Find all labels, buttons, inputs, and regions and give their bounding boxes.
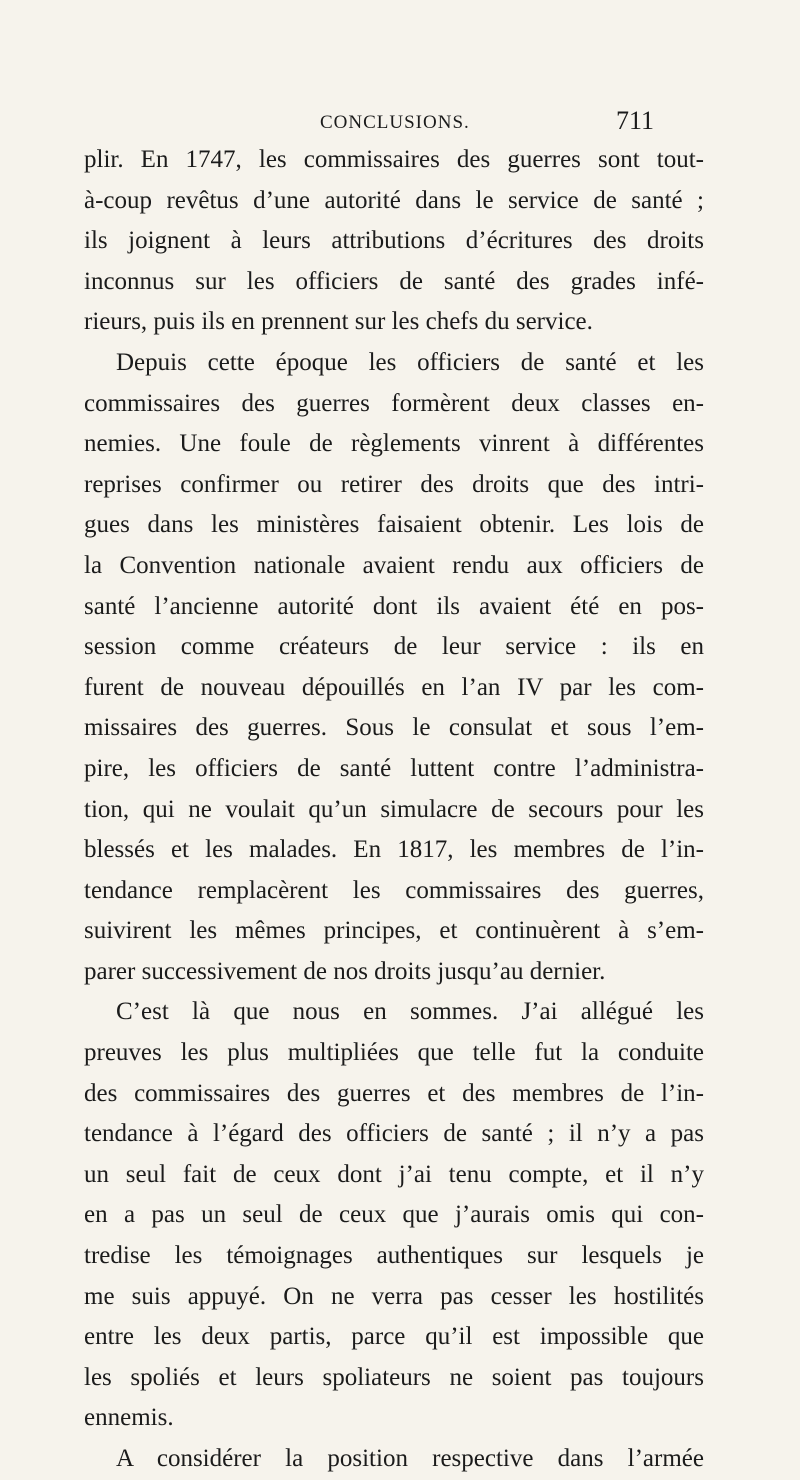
text-line: les spoliés et leurs spoliateurs ne soient pas toujours bbox=[84, 1363, 704, 1391]
page-number: 711 bbox=[616, 106, 655, 135]
text-line: tredise les témoignages authentiques sur lesquels je bbox=[84, 1242, 704, 1270]
text-line: me suis appuyé. On ne verra pas cesser les hostilités bbox=[84, 1282, 704, 1310]
text-line: session comme créateurs de leur service : ils en bbox=[84, 633, 704, 661]
text-line: preuves les plus multipliées que telle fut la conduite bbox=[84, 1039, 704, 1067]
text-line: tendance à l’égard des officiers de santé ; il n’y a pas bbox=[84, 1120, 704, 1148]
text-line: reprises confirmer ou retirer des droits que des intri- bbox=[84, 470, 704, 498]
text-line: ennemis. bbox=[84, 1404, 174, 1432]
text-line: A considérer la position respective dans l’armée bbox=[116, 1445, 704, 1472]
text-line: des commissaires des guerres et des membres de l’in- bbox=[84, 1079, 704, 1107]
text-line: inconnus sur les officiers de santé des grades infé- bbox=[84, 267, 704, 295]
text-line: entre les deux partis, parce qu’il est impossible que bbox=[84, 1323, 704, 1351]
text-line: tendance remplacèrent les commissaires des guerres, bbox=[84, 876, 704, 904]
text-line: la Convention nationale avaient rendu aux officiers de bbox=[84, 551, 704, 579]
running-title: CONCLUSIONS. bbox=[320, 112, 470, 133]
text-line: plir. En 1747, les commissaires des guerres sont tout- bbox=[84, 146, 704, 173]
text-line: commissaires des guerres formèrent deux classes en- bbox=[84, 389, 704, 417]
text-line: rieurs, puis ils en prennent sur les chefs du service. bbox=[84, 308, 593, 336]
text-line: nemies. Une foule de règlements vinrent à différentes bbox=[84, 430, 704, 458]
text-line: un seul fait de ceux dont j’ai tenu compte, et il n’y bbox=[84, 1160, 704, 1188]
text-line: ils joignent à leurs attributions d’écritures des droits bbox=[84, 227, 704, 255]
text-line: gues dans les ministères faisaient obtenir. Les lois de bbox=[84, 511, 704, 539]
running-head bbox=[0, 106, 800, 142]
text-line: furent de nouveau dépouillés en l’an IV par les com- bbox=[84, 673, 704, 701]
text-line: pire, les officiers de santé luttent contre l’administra- bbox=[84, 754, 704, 782]
text-line: à-coup revêtus d’une autorité dans le service de santé ; bbox=[84, 186, 704, 214]
text-line: tion, qui ne voulait qu’un simulacre de secours pour les bbox=[84, 795, 704, 823]
body-text bbox=[84, 140, 704, 1480]
text-line: blessés et les malades. En 1817, les membres de l’in- bbox=[84, 836, 704, 864]
text-line: C’est là que nous en sommes. J’ai allégué les bbox=[116, 998, 704, 1026]
text-line: parer successivement de nos droits jusqu’au dernier. bbox=[84, 957, 606, 985]
text-line: Depuis cette époque les officiers de santé et les bbox=[116, 348, 704, 376]
text-line: suivirent les mêmes principes, et continuèrent à s’em- bbox=[84, 917, 704, 945]
text-line: en a pas un seul de ceux que j’aurais omis qui con- bbox=[84, 1201, 704, 1229]
text-line: santé l’ancienne autorité dont ils avaient été en pos- bbox=[84, 592, 704, 620]
text-line: missaires des guerres. Sous le consulat et sous l’em- bbox=[84, 714, 704, 742]
